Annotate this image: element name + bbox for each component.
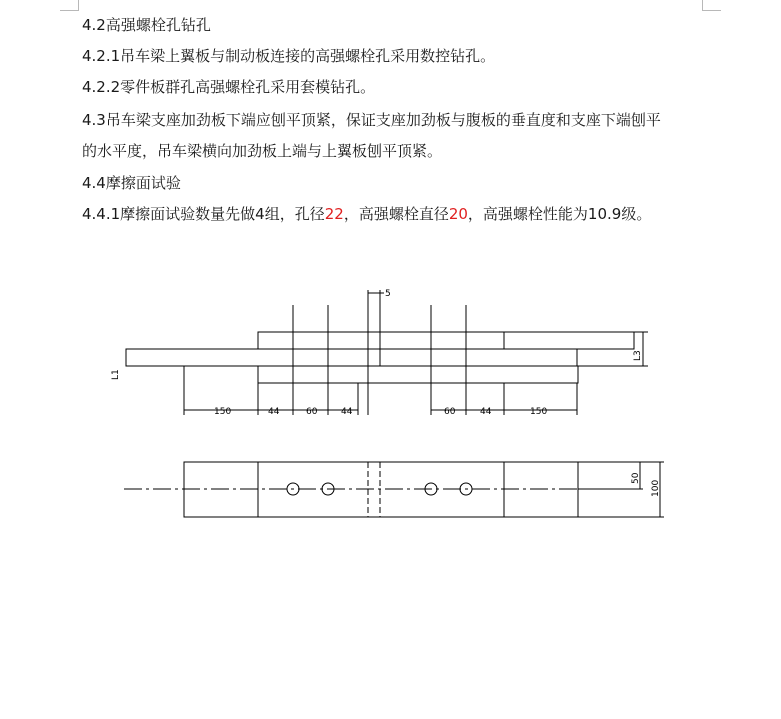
dim-label-44: 44 [268, 407, 280, 417]
paragraph-4-3-line2: 的水平度，吊车梁横向加劲板上端与上翼板刨平顶紧。 [82, 142, 443, 160]
paragraph-4-3-line1: 4.3吊车梁支座加劲板下端应刨平顶紧，保证支座加劲板与腹板的垂直度和支座下端刨平 [82, 111, 661, 129]
dim-label-60: 60 [306, 407, 318, 417]
dim-label-60: 60 [444, 407, 456, 417]
heading-4-2: 4.2高强螺栓孔钻孔 [82, 16, 211, 34]
left-thickness-label: L1 [111, 369, 121, 380]
top-splice-plate [258, 332, 634, 349]
heading-4-4: 4.4摩擦面试验 [82, 174, 181, 192]
side-elevation-labels [111, 289, 643, 417]
side-elevation [126, 290, 648, 415]
paragraph-4-2-2: 4.2.2零件板群孔高强螺栓孔采用套模钻孔。 [82, 78, 376, 96]
main-plate-layer [126, 349, 577, 366]
right-thickness-label: L3 [633, 350, 643, 361]
text-segment: 4.4.1摩擦面试验数量先做4组，孔径 [82, 205, 325, 223]
dim-label-150-left: 150 [214, 407, 232, 417]
dim-label-44: 44 [480, 407, 492, 417]
plan-view [124, 462, 664, 517]
dim-label-44: 44 [341, 407, 353, 417]
text-segment: ，高强螺栓性能为10.9级。 [467, 205, 652, 223]
dim-label-150-right: 150 [530, 407, 548, 417]
dim-label-100: 100 [651, 479, 661, 497]
gap-label: 5 [385, 289, 391, 299]
text-segment: ，高强螺栓直径 [343, 205, 449, 223]
dim-label-50: 50 [631, 472, 641, 484]
bolt-diameter-value: 20 [448, 205, 468, 223]
plan-view-labels [631, 472, 661, 497]
bottom-splice-plate [258, 366, 578, 383]
paragraph-4-2-1: 4.2.1吊车梁上翼板与制动板连接的高强螺栓孔采用数控钻孔。 [82, 47, 496, 65]
hole-diameter-value: 22 [324, 205, 344, 223]
